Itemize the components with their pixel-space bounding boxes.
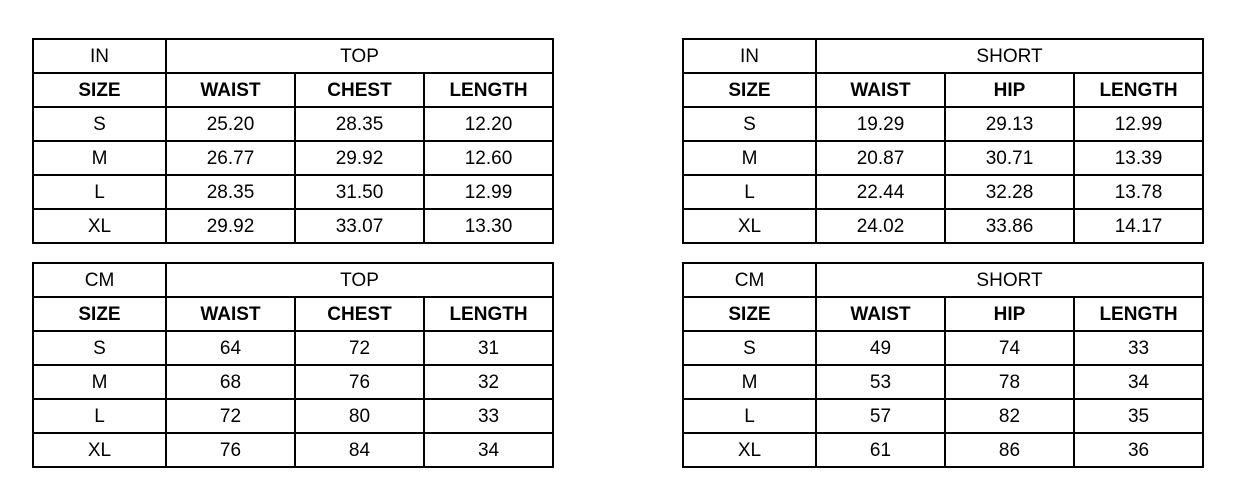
measure-cell: 72	[295, 331, 424, 365]
measure-cell: 19.29	[816, 107, 945, 141]
size-cell: L	[33, 175, 166, 209]
measure-cell: 64	[166, 331, 295, 365]
size-table-top-cm	[32, 262, 553, 468]
measure-cell: 76	[166, 433, 295, 467]
measure-cell: 26.77	[166, 141, 295, 175]
measure-cell: 72	[166, 399, 295, 433]
measure-cell: 80	[295, 399, 424, 433]
table-row	[33, 365, 553, 399]
measure-cell: 76	[295, 365, 424, 399]
column-header: SIZE	[683, 297, 816, 331]
measure-cell: 31	[424, 331, 553, 365]
size-table-short-inches	[682, 38, 1198, 244]
unit-label: IN	[33, 39, 166, 73]
measure-cell: 12.99	[424, 175, 553, 209]
measure-cell: 34	[424, 433, 553, 467]
size-cell: M	[683, 141, 816, 175]
size-cell: L	[683, 399, 816, 433]
measure-cell: 33	[1074, 331, 1203, 365]
table-row	[33, 331, 553, 365]
table-row	[33, 141, 553, 175]
measure-cell: 29.92	[166, 209, 295, 243]
unit-label: CM	[683, 263, 816, 297]
table-row	[33, 209, 553, 243]
size-cell: S	[33, 107, 166, 141]
column-header: LENGTH	[1074, 297, 1203, 331]
table-row-header	[683, 297, 1203, 331]
measure-cell: 12.20	[424, 107, 553, 141]
measure-cell: 53	[816, 365, 945, 399]
table-row	[33, 175, 553, 209]
table-row	[683, 141, 1203, 175]
size-cell: XL	[33, 209, 166, 243]
size-cell: S	[683, 331, 816, 365]
measure-cell: 61	[816, 433, 945, 467]
measure-cell: 32.28	[945, 175, 1074, 209]
unit-label: CM	[33, 263, 166, 297]
column-header: SIZE	[683, 73, 816, 107]
column-header: WAIST	[166, 73, 295, 107]
measure-cell: 13.78	[1074, 175, 1203, 209]
garment-label: SHORT	[816, 263, 1203, 297]
unit-label: IN	[683, 39, 816, 73]
table-row	[683, 399, 1203, 433]
column-header: SIZE	[33, 73, 166, 107]
size-cell: M	[683, 365, 816, 399]
table-row	[683, 433, 1203, 467]
column-header: LENGTH	[1074, 73, 1203, 107]
size-cell: S	[33, 331, 166, 365]
measure-cell: 12.60	[424, 141, 553, 175]
measure-cell: 33.07	[295, 209, 424, 243]
measure-cell: 30.71	[945, 141, 1074, 175]
measure-cell: 13.30	[424, 209, 553, 243]
size-cell: XL	[683, 433, 816, 467]
table-row-unit	[683, 39, 1203, 73]
measure-cell: 22.44	[816, 175, 945, 209]
size-cell: L	[33, 399, 166, 433]
column-header: HIP	[945, 73, 1074, 107]
measure-cell: 20.87	[816, 141, 945, 175]
size-table-short-cm	[682, 262, 1198, 468]
size-cell: XL	[683, 209, 816, 243]
table-row	[683, 209, 1203, 243]
measure-cell: 36	[1074, 433, 1203, 467]
table-row	[33, 433, 553, 467]
measure-cell: 28.35	[166, 175, 295, 209]
size-cell: M	[33, 141, 166, 175]
measure-cell: 24.02	[816, 209, 945, 243]
measure-cell: 13.39	[1074, 141, 1203, 175]
column-header: LENGTH	[424, 73, 553, 107]
measure-cell: 57	[816, 399, 945, 433]
size-cell: M	[33, 365, 166, 399]
measure-cell: 12.99	[1074, 107, 1203, 141]
measure-cell: 49	[816, 331, 945, 365]
table-row	[683, 175, 1203, 209]
measure-cell: 84	[295, 433, 424, 467]
measure-cell: 74	[945, 331, 1074, 365]
table-row	[683, 365, 1203, 399]
table-row	[683, 331, 1203, 365]
table-row-header	[33, 297, 553, 331]
garment-label: TOP	[166, 39, 553, 73]
garment-label: TOP	[166, 263, 553, 297]
measure-cell: 33	[424, 399, 553, 433]
table-row-header	[33, 73, 553, 107]
table-row	[33, 399, 553, 433]
size-table-top-inches	[32, 38, 553, 244]
table-row-unit	[33, 263, 553, 297]
measure-cell: 29.13	[945, 107, 1074, 141]
column-header: CHEST	[295, 297, 424, 331]
table-row-header	[683, 73, 1203, 107]
column-header: HIP	[945, 297, 1074, 331]
column-header: WAIST	[816, 297, 945, 331]
table-row-unit	[33, 39, 553, 73]
size-cell: S	[683, 107, 816, 141]
measure-cell: 82	[945, 399, 1074, 433]
table-row-unit	[683, 263, 1203, 297]
column-header: WAIST	[166, 297, 295, 331]
measure-cell: 14.17	[1074, 209, 1203, 243]
measure-cell: 25.20	[166, 107, 295, 141]
measure-cell: 33.86	[945, 209, 1074, 243]
column-header: LENGTH	[424, 297, 553, 331]
column-header: CHEST	[295, 73, 424, 107]
measure-cell: 28.35	[295, 107, 424, 141]
table-row	[683, 107, 1203, 141]
measure-cell: 35	[1074, 399, 1203, 433]
measure-cell: 86	[945, 433, 1074, 467]
measure-cell: 32	[424, 365, 553, 399]
garment-label: SHORT	[816, 39, 1203, 73]
size-cell: L	[683, 175, 816, 209]
column-header: WAIST	[816, 73, 945, 107]
measure-cell: 78	[945, 365, 1074, 399]
measure-cell: 68	[166, 365, 295, 399]
measure-cell: 29.92	[295, 141, 424, 175]
column-header: SIZE	[33, 297, 166, 331]
table-row	[33, 107, 553, 141]
measure-cell: 34	[1074, 365, 1203, 399]
measure-cell: 31.50	[295, 175, 424, 209]
size-cell: XL	[33, 433, 166, 467]
